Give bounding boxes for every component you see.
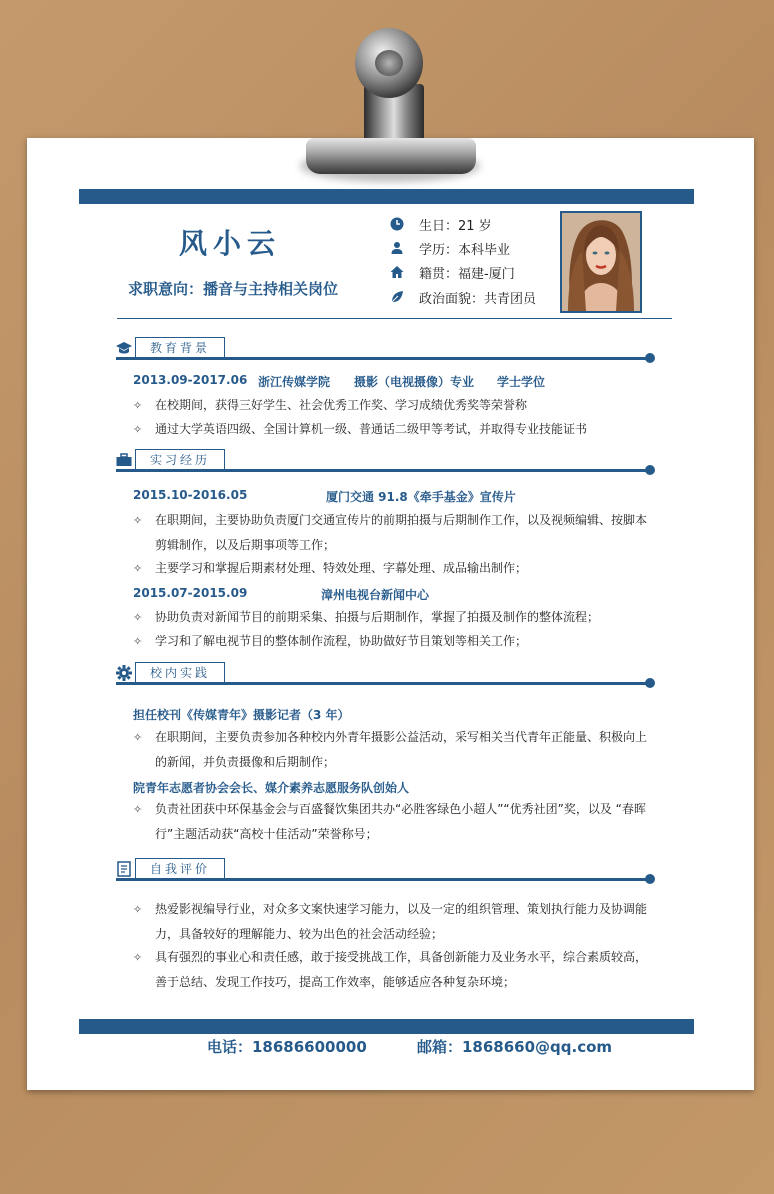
binder-clip-base xyxy=(306,138,476,174)
list-item: ✧ 在职期间，主要协助负责厦门交通宣传片的前期拍摄与后期制作工作，以及视频编辑、按脚本剪辑制作，以及后期事项等工作； xyxy=(133,513,648,552)
intern1-org: 厦门交通 91.8《牵手基金》宣传片 xyxy=(326,490,516,504)
list-item: ✧ 在职期间，主要负责参加各种校内外青年摄影公益活动，采写相关当代青年正能量、积极向上的新闻，并负责摄像和后期制作； xyxy=(133,730,648,769)
list-item: ✧ 负责社团获中环保基金会与百盛餐饮集团共办“必胜客绿色小超人”“优秀社团”奖，以及 “春晖行”主题活动获“高校十佳活动”荣誉称号； xyxy=(133,802,646,841)
gear-icon xyxy=(116,665,132,681)
edu-major: 摄影（电视摄像）专业 xyxy=(354,375,475,389)
binder-clip-ring-icon xyxy=(355,28,423,98)
contact-phone: 电话：18686600000 xyxy=(207,1038,367,1056)
section-dot xyxy=(645,465,655,475)
user-icon xyxy=(390,241,404,255)
intern1-period: 2015.10-2016.05 xyxy=(133,488,248,502)
section-self-header xyxy=(116,858,656,880)
edu-school: 浙江传媒学院 xyxy=(258,375,331,389)
home-icon xyxy=(390,265,404,279)
section-education-header xyxy=(116,337,656,359)
campus-role-1: 担任校刊《传媒青年》摄影记者（3 年） xyxy=(133,708,350,722)
top-banner-bar xyxy=(79,189,694,204)
graduation-cap-icon xyxy=(116,340,132,356)
intern2-period: 2015.07-2015.09 xyxy=(133,586,248,600)
section-line xyxy=(116,357,649,360)
clock-icon xyxy=(390,217,404,231)
list-item: ✧ 通过大学英语四级、全国计算机一级、普通话二级甲等考试，并取得专业技能证书 xyxy=(133,422,588,436)
info-education: 学历：本科毕业 xyxy=(390,238,510,258)
campus-role-2: 院青年志愿者协会会长、媒介素养志愿服务队创始人 xyxy=(133,781,410,795)
header-divider xyxy=(117,318,672,319)
section-title: 自我评价 xyxy=(135,858,225,880)
section-internship-header xyxy=(116,449,656,471)
bottom-banner-bar xyxy=(79,1019,694,1034)
document-icon xyxy=(116,861,132,877)
intern2-org: 漳州电视台新闻中心 xyxy=(321,588,430,602)
job-intent: 求职意向：播音与主持相关岗位 xyxy=(128,280,339,298)
info-origin: 籍贯：福建-厦门 xyxy=(390,262,515,282)
list-item: ✧ 热爱影视编导行业，对众多文案快速学习能力，以及一定的组织管理、策划执行能力及协调能力，具备较好的理解能力、较为出色的社会活动经验； xyxy=(133,902,648,941)
info-birthday: 生日：21 岁 xyxy=(390,214,492,234)
section-line xyxy=(116,469,649,472)
profile-photo xyxy=(560,211,642,313)
section-line xyxy=(116,682,649,685)
leaf-icon xyxy=(390,290,404,304)
list-item: ✧ 协助负责对新闻节目的前期采集、拍摄与后期制作，掌握了拍摄及制作的整体流程； xyxy=(133,610,600,624)
section-line xyxy=(116,878,649,881)
list-item: ✧ 在校期间，获得三好学生、社会优秀工作奖、学习成绩优秀奖等荣誉称 xyxy=(133,398,528,412)
list-item: ✧ 具有强烈的事业心和责任感，敢于接受挑战工作，具备创新能力及业务水平，综合素质较高，善于总结、发现工作技巧，提高工作效率，能够适应各种复杂环境； xyxy=(133,950,648,989)
info-politics: 政治面貌：共青团员 xyxy=(390,287,536,307)
section-dot xyxy=(645,874,655,884)
section-title: 实习经历 xyxy=(135,449,225,471)
list-item: ✧ 学习和了解电视节目的整体制作流程，协助做好节目策划等相关工作； xyxy=(133,634,528,648)
section-title: 教育背景 xyxy=(135,337,225,359)
section-title: 校内实践 xyxy=(135,662,225,684)
edu-degree: 学士学位 xyxy=(497,375,546,389)
section-dot xyxy=(645,353,655,363)
edu-period: 2013.09-2017.06 xyxy=(133,373,248,387)
section-campus-header xyxy=(116,662,656,684)
section-dot xyxy=(645,678,655,688)
list-item: ✧ 主要学习和掌握后期素材处理、特效处理、字幕处理、成品输出制作； xyxy=(133,561,528,575)
candidate-name: 风小云 xyxy=(178,227,281,260)
contact-email: 邮箱：1868660@qq.com xyxy=(417,1038,613,1056)
briefcase-icon xyxy=(116,452,132,468)
